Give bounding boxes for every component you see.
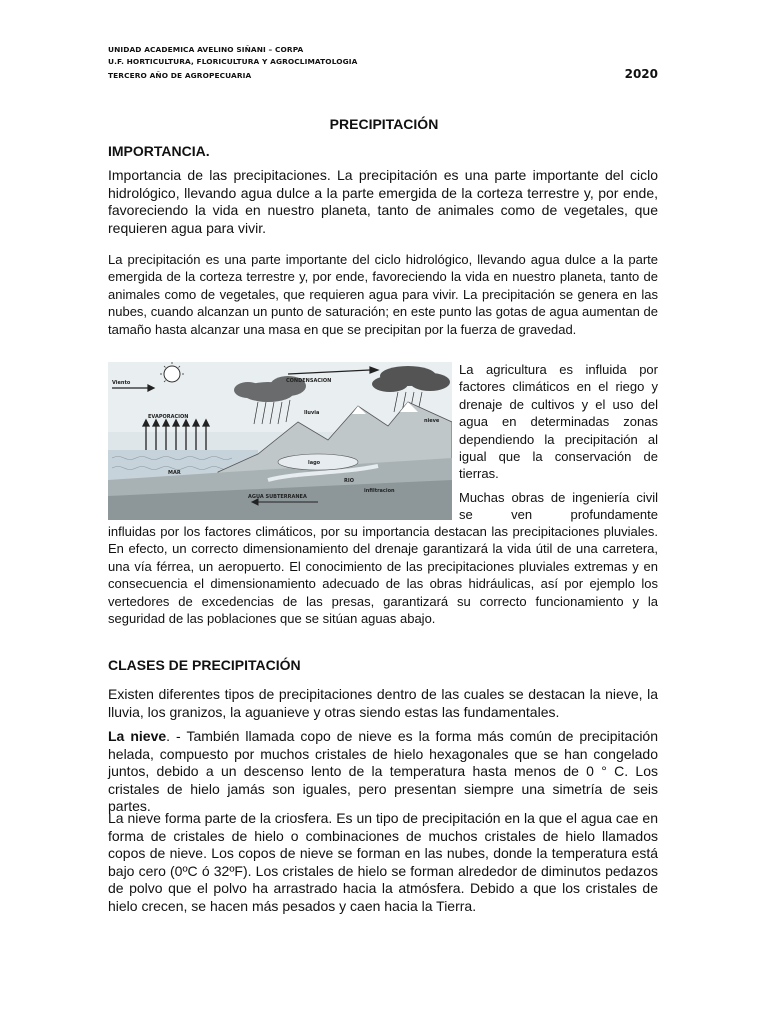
label-lake: lago	[308, 460, 321, 466]
definition-nieve: . - También llamada copo de nieve es la forma más común de precipitación helada, compuesto por muchos cristales de hielo hexagonales que se han congelado juntos, debido a un descenso lento de la temperatura hasta menos de 0 ° C. Los cristales de hielo jamás son iguales, pero presentan siempre una simetría de seis partes.	[108, 728, 658, 815]
label-river: RIO	[344, 478, 354, 484]
header-institution: UNIDAD ACADEMICA AVELINO SIÑANI – CORPA	[108, 45, 304, 54]
paragraph-ingenieria-rest: influidas por los factores climáticos, por su importancia destacan las precipitaciones pluviales. En efecto, un correcto dimensionamiento del drenaje garantizará la vida útil de una carretera, una vía férrea, un aeropuerto. El conocimiento de las precipitaciones pluviales extremas y en consecuencia el dimensionamiento adecuado de las obras hidráulicas, así por ejemplo los vertedores de excedencias de las presas, garantizará su correcto funcionamiento y la seguridad de las poblaciones que se sitúan aguas abajo.	[108, 524, 658, 627]
label-rain: lluvia	[304, 410, 320, 416]
page-title: PRECIPITACIÓN	[329, 116, 439, 132]
label-sea: MAR	[168, 470, 181, 476]
heading-clases: CLASES DE PRECIPITACIÓN	[108, 657, 301, 673]
paragraph-nieve-definition	[108, 728, 658, 816]
paragraph-agricultura: La agricultura es influida por factores climáticos en el riego y drenaje de cultivos y el uso del agua en determinadas zonas dependiendo la precipitación al igual que la conservación de tierras.	[459, 362, 658, 482]
header-course: TERCERO AÑO DE AGROPECUARIA	[108, 71, 252, 80]
label-infiltration: infiltracion	[364, 488, 395, 494]
paragraph-importancia-2: La precipitación es una parte importante del ciclo hidrológico, llevando agua dulce a la parte emergida de la corteza terrestre y, por ende, favoreciendo la vida en nuestro planeta, tanto de animales como de vegetales, que requieren agua para vivir. La precipitación se genera en las nubes, cuando alcanzan un punto de saturación; en este punto las gotas de agua aumentan de tamaño hasta alcanzar una masa en que se precipitan por la fuerza de gravedad.	[108, 252, 658, 337]
label-snow: nieve	[424, 418, 440, 424]
paragraph-clases-intro: Existen diferentes tipos de precipitaciones dentro de las cuales se destacan la nieve, la lluvia, los granizos, la aguanieve y otras siendo estas las fundamentales.	[108, 686, 658, 720]
label-condensation: CONDENSACION	[286, 378, 332, 384]
hydrological-cycle-figure	[108, 362, 452, 520]
header-year: 2020	[624, 67, 658, 81]
heading-importancia: IMPORTANCIA.	[108, 143, 210, 159]
term-nieve: La nieve	[108, 728, 167, 744]
paragraph-ingenieria-start: Muchas obras de ingeniería civil se ven profundamente	[459, 490, 658, 523]
label-groundwater: AGUA SUBTERRANEA	[248, 494, 307, 500]
label-wind: Viento	[112, 380, 131, 386]
paragraph-importancia-1: Importancia de las precipitaciones. La precipitación es una parte importante del ciclo hidrológico, llevando agua dulce a la parte emergida de la corteza terrestre y, por ende, favoreciendo la vida en nuestro planeta, tanto de animales como de vegetales, que requieren agua para vivir.	[108, 167, 658, 236]
header-unit: U.F. HORTICULTURA, FLORICULTURA Y AGROCLIMATOLOGIA	[108, 57, 358, 66]
paragraph-nieve-criosfera: La nieve forma parte de la criosfera. Es un tipo de precipitación en la que el agua cae en forma de cristales de hielo o combinaciones de muchos cristales de hielo llamados copos de nieve. Los copos de nieve se forman en las nubes, donde la temperatura está bajo cero (0ºC ó 32ºF). Los cristales de hielo se forman alrededor de diminutos pedazos de polvo que el polvo ha arrastrado hacia la atmósfera. Debido a que los cristales de hielo crecen, se hacen más pesados y caen hacia la Tierra.	[108, 810, 658, 914]
label-evaporation: EVAPORACION	[148, 414, 189, 420]
